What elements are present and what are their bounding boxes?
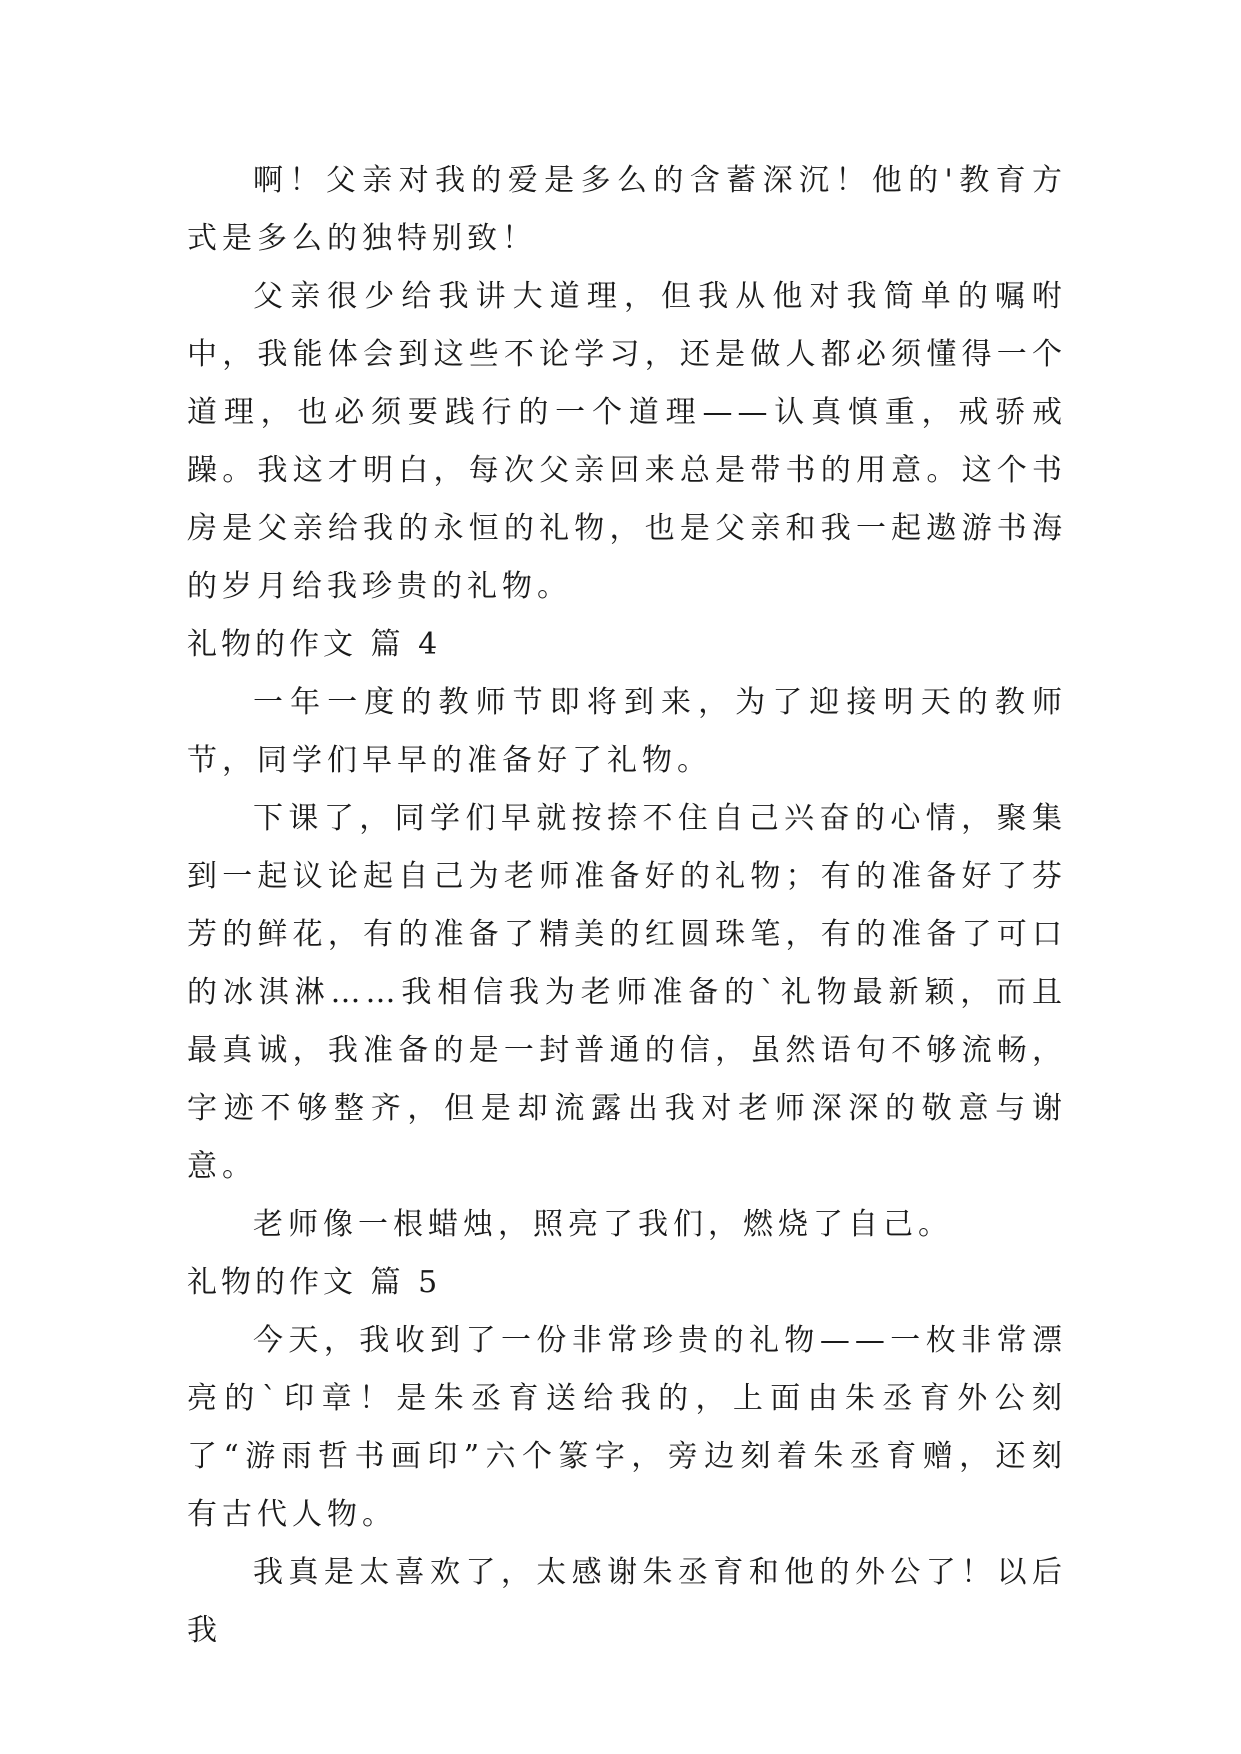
section-heading: 礼物的作文 篇 5 bbox=[187, 1265, 442, 1300]
paragraph: 父亲很少给我讲大道理，但我从他对我简单的嘱咐中，我能体会到这些不论学习，还是做人都必须懂得一个道理，也必须要践行的一个道理——认真慎重，戒骄戒躁。我这才明白，每次父亲回来总是带书的用意。这个书房是父亲给我的永恒的礼物，也是父亲和我一起遨游书海的岁月给我珍贵的礼物。 bbox=[187, 279, 1067, 604]
paragraph: 今天，我收到了一份非常珍贵的礼物——一枚非常漂亮的`印章！是朱丞育送给我的，上面由朱丞育外公刻了“游雨哲书画印”六个篆字，旁边刻着朱丞育赠，还刻有古代人物。 bbox=[187, 1323, 1067, 1532]
paragraph: 一年一度的教师节即将到来，为了迎接明天的教师节，同学们早早的准备好了礼物。 bbox=[187, 685, 1067, 778]
document-page bbox=[187, 152, 1067, 1660]
paragraph: 我真是太喜欢了，太感谢朱丞育和他的外公了！以后我 bbox=[187, 1555, 1067, 1648]
paragraph: 下课了，同学们早就按捺不住自己兴奋的心情，聚集到一起议论起自己为老师准备好的礼物；有的准备好了芬芳的鲜花，有的准备了精美的红圆珠笔，有的准备了可口的冰淇淋……我相信我为老师准备的`礼物最新颖，而且最真诚，我准备的是一封普通的信，虽然语句不够流畅，字迹不够整齐，但是却流露出我对老师深深的敬意与谢意。 bbox=[187, 801, 1067, 1184]
section-heading: 礼物的作文 篇 4 bbox=[187, 627, 442, 662]
paragraph: 老师像一根蜡烛，照亮了我们，燃烧了自己。 bbox=[253, 1207, 953, 1242]
paragraph: 啊！父亲对我的爱是多么的含蓄深沉！他的'教育方式是多么的独特别致！ bbox=[187, 163, 1067, 256]
